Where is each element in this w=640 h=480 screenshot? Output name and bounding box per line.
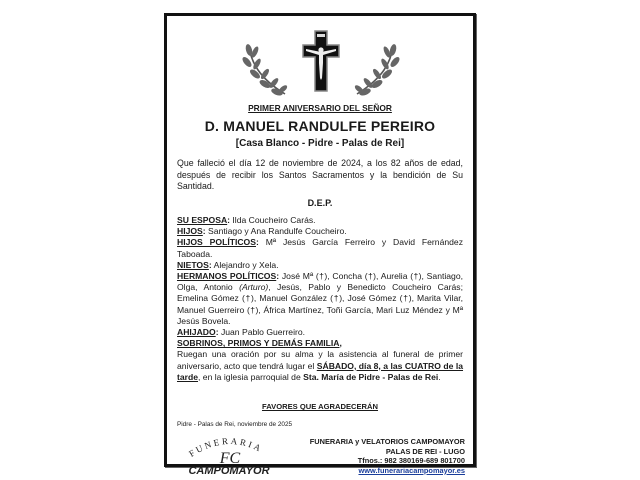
family-entry-godson: AHIJADO: Juan Pablo Guerreiro. xyxy=(177,327,306,338)
funeral-home-name: FUNERARIA y VELATORIOS CAMPOMAYOR xyxy=(309,437,465,446)
funeral-home-location: PALAS DE REI - LUGO xyxy=(385,446,465,456)
funeral-home-contact xyxy=(295,437,465,475)
funeral-home-phones: Tfnos.: 982 380169-689 801700 xyxy=(357,456,465,466)
olive-branch-right-icon xyxy=(351,42,401,100)
dep-abbreviation: D.E.P. xyxy=(307,198,333,208)
dateline: Pidre - Palas de Rei, noviembre de 2025 xyxy=(177,421,293,428)
svg-text:FUNERARIA: FUNERARIA xyxy=(187,435,265,459)
svg-text:CAMPOMAYOR: CAMPOMAYOR xyxy=(188,465,270,476)
funeral-request: Ruegan una oración por su alma y la asistencia al funeral de primer aniversario, acto que tendrá lugar el SÁBADO, día 8, a las CUATRO de la tarde, en la iglesia parroquial de Sta. María de Pidre - Palas de Rei. xyxy=(177,349,464,382)
crucifix-icon xyxy=(302,30,340,92)
anniversary-heading: PRIMER ANIVERSARIO DEL SEÑOR xyxy=(248,103,392,113)
funeral-home-website-link[interactable]: www.funerariacampomayor.es xyxy=(358,465,465,475)
funeral-home-logo xyxy=(175,432,285,476)
olive-branch-left-icon xyxy=(241,42,291,100)
death-announcement: Que falleció el día 12 de noviembre de 2024, a los 82 años de edad, después de recibir los Santos Sacramentos y la bendición de Su Santidad. xyxy=(177,158,463,191)
deceased-residence: [Casa Blanco - Pidre - Palas de Rei] xyxy=(235,138,405,149)
deceased-name: D. MANUEL RANDULFE PEREIRO xyxy=(204,118,436,134)
family-entry-children: HIJOS: Santiago y Ana Randulfe Coucheiro. xyxy=(177,226,347,237)
religious-emblem xyxy=(167,16,473,106)
family-entry-grandchildren: NIETOS: Alejandro y Xela. xyxy=(177,259,279,270)
family-entry-spouse: SU ESPOSA: Ilda Coucheiro Carás. xyxy=(177,215,316,225)
funeral-datetime: SÁBADO, día 8, a las CUATRO de la tarde xyxy=(177,360,464,382)
family-entry-siblings-in-law: HERMANOS POLÍTICOS: José Mª (†), Concha (†), Aurelia (†), Santiago, Olga, Antonio (Arturo), Jesús, Pablo y Benedicto Coucheiro Carás; Emelina Gómez (†), Manuel González (†), José Gómez (†), Marita Vilar, Manuel Guerreiro (†), África Martínez, Toñi García, Mari Luz Méndez y Mª Jesús Bovela. xyxy=(177,271,463,326)
funeral-church: Sta. María de Pidre - Palas de Rei xyxy=(303,371,439,382)
obituary-card xyxy=(164,13,476,476)
svg-text:FC: FC xyxy=(219,450,241,467)
family-entry-children-in-law: HIJOS POLÍTICOS: Mª Jesús García Ferreiro y David Fernández Taboada. xyxy=(177,237,463,259)
favores-note: FAVORES QUE AGRADECERÁN xyxy=(261,402,379,411)
family-list xyxy=(177,215,463,383)
family-entry-relatives: SOBRINOS, PRIMOS Y DEMÁS FAMILIA, xyxy=(177,338,342,349)
